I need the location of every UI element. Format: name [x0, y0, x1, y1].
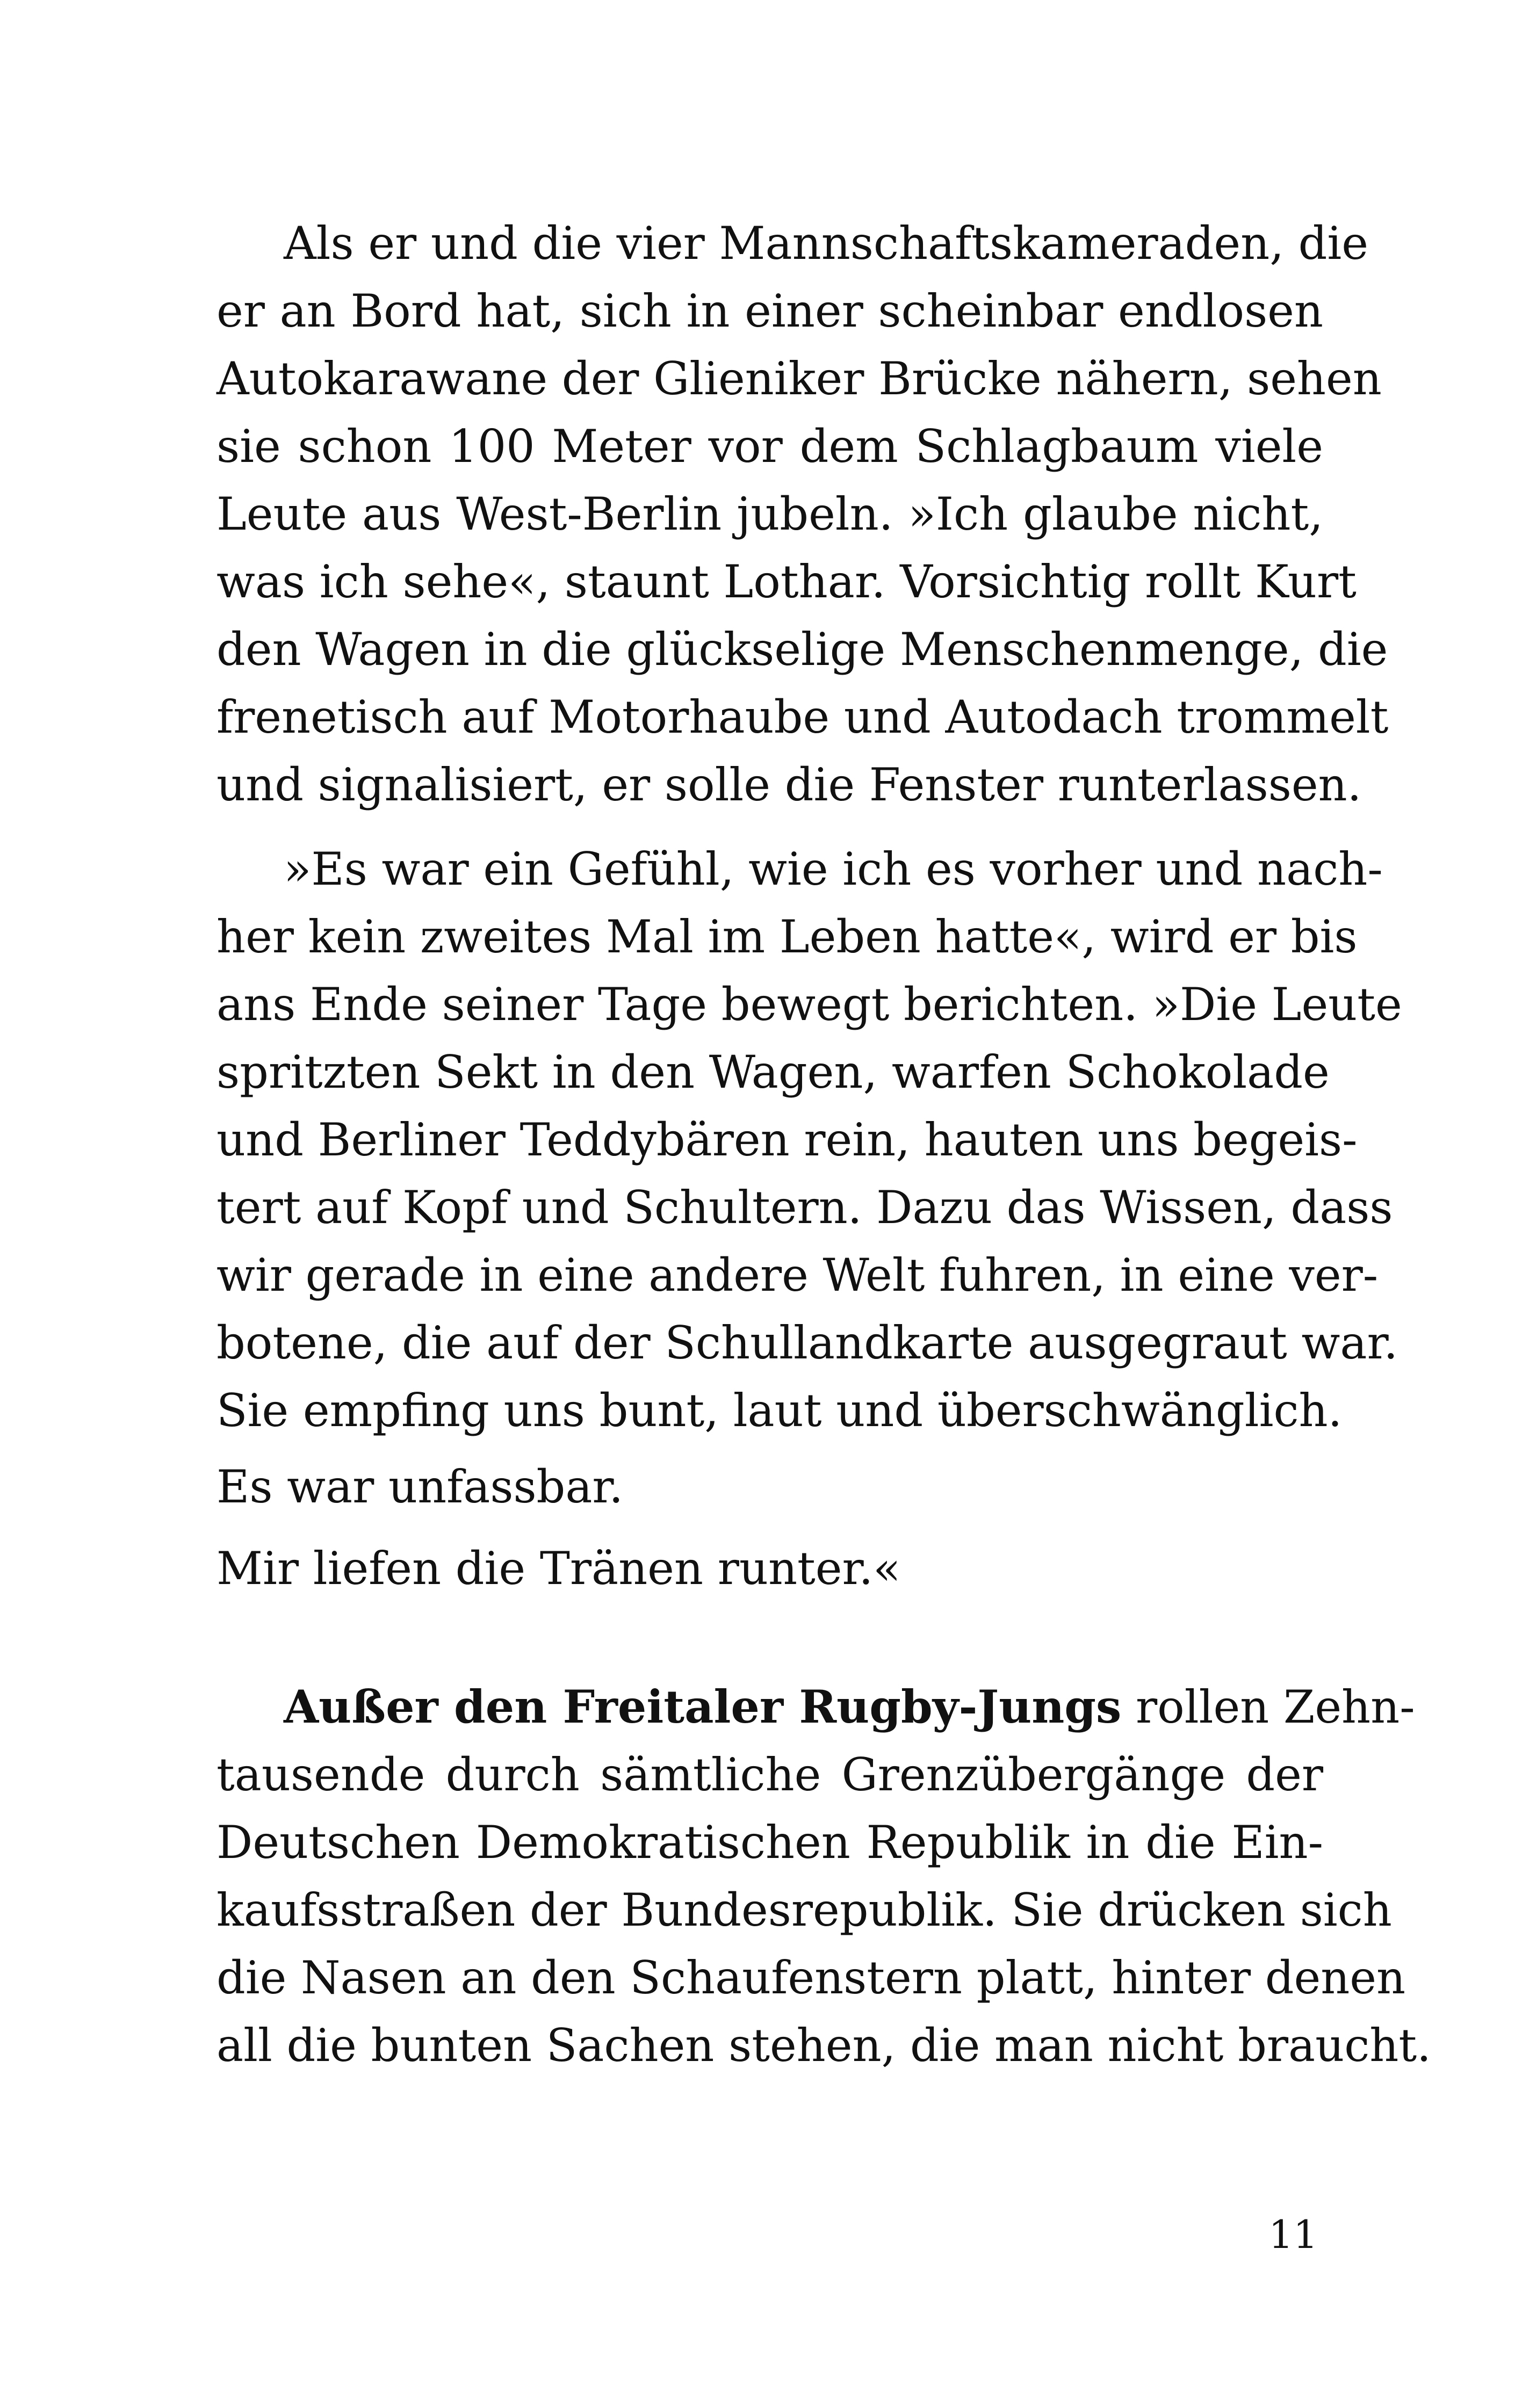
text-line: Autokarawane der Glieniker Brücke nähern, sehen — [217, 352, 1382, 405]
text-line: wir gerade in eine andere Welt fuhren, in eine ver- — [217, 1249, 1379, 1301]
text-line-first — [217, 1673, 1415, 1741]
paragraph-3 — [217, 1673, 1431, 2079]
text-line: Deutschen Demokratischen Republik in die Ein- — [217, 1816, 1323, 1869]
text-line: Sie empfing uns bunt, laut und überschwänglich. — [217, 1384, 1343, 1437]
text-line: und signalisiert, er solle die Fenster runterlassen. — [217, 758, 1362, 811]
text-line: und Berliner Teddybären rein, hauten uns begeis- — [217, 1113, 1358, 1166]
page-number: 11 — [1268, 2212, 1318, 2257]
text-line: was ich sehe«, staunt Lothar. Vorsichtig rollt Kurt — [217, 555, 1357, 608]
first-line-rest: rollen Zehn- — [1121, 1681, 1415, 1733]
text-line: kaufsstraßen der Bundesrepublik. Sie drücken sich — [217, 1884, 1392, 1936]
text-line: »Es war ein Gefühl, wie ich es vorher und nach- — [284, 843, 1383, 895]
text-line: spritzten Sekt in den Wagen, warfen Schokolade — [217, 1046, 1330, 1098]
paragraph-2 — [217, 835, 1402, 1444]
text-line: Als er und die vier Mannschaftskameraden, die — [284, 217, 1368, 270]
text-line: her kein zweites Mal im Leben hatte«, wird er bis — [217, 910, 1358, 963]
paragraph-1 — [217, 209, 1389, 819]
text-line: den Wagen in die glückselige Menschenmenge, die — [217, 623, 1388, 676]
text-line: ans Ende seiner Tage bewegt berichten. »Die Leute — [217, 978, 1402, 1031]
text-line: sie schon 100 Meter vor dem Schlagbaum viele — [217, 420, 1323, 473]
text-line: botene, die auf der Schullandkarte ausgegraut war. — [217, 1317, 1398, 1369]
text-line: tausende durch sämtliche Grenzübergänge der — [217, 1748, 1323, 1801]
text-line: die Nasen an den Schaufenstern platt, hinter denen — [217, 1951, 1406, 2004]
text-line: frenetisch auf Motorhaube und Autodach trommelt — [217, 691, 1389, 743]
text-line: all die bunten Sachen stehen, die man nicht braucht. — [217, 2019, 1431, 2072]
text-line: er an Bord hat, sich in einer scheinbar endlosen — [217, 285, 1323, 337]
text-line: tert auf Kopf und Schultern. Dazu das Wissen, dass — [217, 1181, 1393, 1234]
short-line-traenen: Mir liefen die Tränen runter.« — [217, 1542, 901, 1595]
short-line-unfassbar: Es war unfassbar. — [217, 1460, 624, 1513]
text-line: Leute aus West-Berlin jubeln. »Ich glaube nicht, — [217, 488, 1323, 540]
runin-heading: Außer den Freitaler Rugby-Jungs — [284, 1680, 1122, 1733]
